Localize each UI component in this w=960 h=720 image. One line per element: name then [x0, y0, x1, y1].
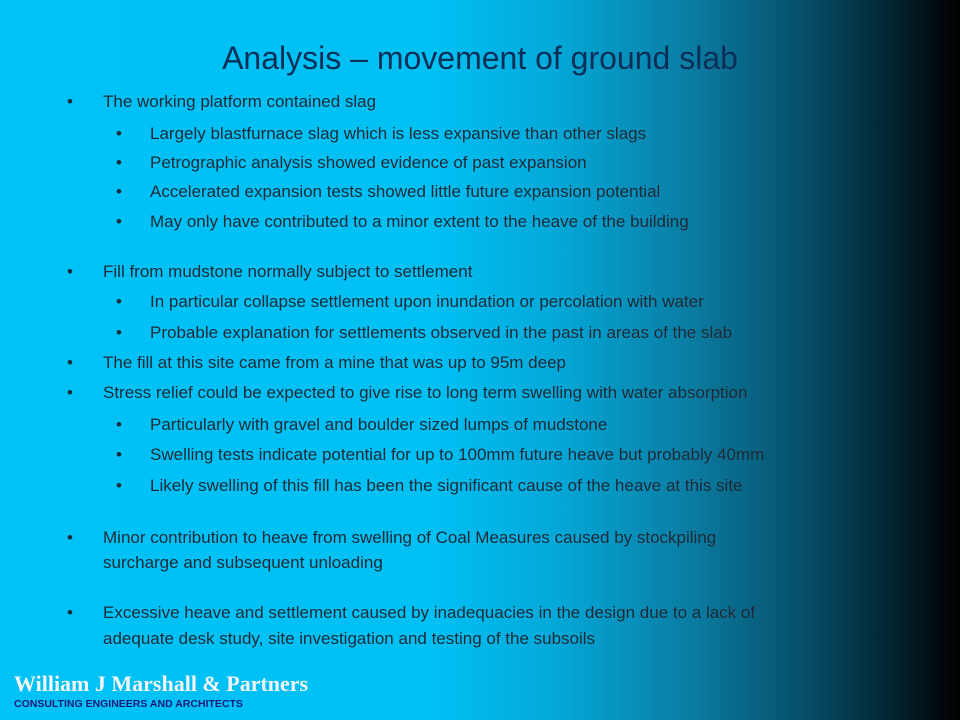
bullet-text: Petrographic analysis showed evidence of past expansion: [150, 153, 587, 172]
bullet-dot-icon: •: [116, 182, 122, 201]
bullet-text: Accelerated expansion tests showed little future expansion potential: [150, 182, 661, 201]
company-name: William J Marshall & Partners: [14, 671, 309, 696]
bullet-text: Swelling tests indicate potential for up to 100mm future heave but probably 40mm: [150, 445, 765, 464]
bullet-text: Fill from mudstone normally subject to settlement: [103, 262, 473, 281]
bullet-dot-icon: •: [67, 603, 73, 622]
bullet-dot-icon: •: [116, 292, 122, 311]
company-tagline: CONSULTING ENGINEERS AND ARCHITECTS: [14, 698, 243, 710]
bullet-text: Probable explanation for settlements observed in the past in areas of the slab: [150, 323, 733, 342]
bullet-dot-icon: •: [116, 153, 122, 172]
bullet-dot-icon: •: [67, 262, 73, 281]
bullet-text: May only have contributed to a minor extent to the heave of the building: [150, 212, 689, 231]
bullet-dot-icon: •: [116, 445, 122, 464]
bullet-dot-icon: •: [116, 124, 122, 143]
bullet-dot-icon: •: [116, 415, 122, 434]
bullet-text: adequate desk study, site investigation and testing of the subsoils: [103, 629, 596, 648]
bullet-dot-icon: •: [67, 383, 73, 402]
bullet-text: Excessive heave and settlement caused by inadequacies in the design due to a lack of: [103, 603, 756, 622]
bullet-text: The working platform contained slag: [103, 92, 377, 111]
bullet-dot-icon: •: [67, 528, 73, 547]
bullet-text: Particularly with gravel and boulder sized lumps of mudstone: [150, 415, 608, 434]
bullet-text: surcharge and subsequent unloading: [103, 553, 383, 572]
bullet-text: Stress relief could be expected to give rise to long term swelling with water absorption: [103, 383, 748, 402]
bullet-dot-icon: •: [67, 353, 73, 372]
bullet-text: Largely blastfurnace slag which is less expansive than other slags: [150, 124, 647, 143]
bullet-text: Minor contribution to heave from swelling of Coal Measures caused by stockpiling: [103, 528, 717, 547]
bullet-text: Likely swelling of this fill has been the significant cause of the heave at this site: [150, 476, 743, 495]
slide-title: Analysis – movement of ground slab: [222, 40, 738, 76]
bullet-text: The fill at this site came from a mine that was up to 95m deep: [103, 353, 566, 372]
bullet-dot-icon: •: [116, 476, 122, 495]
bullet-text: In particular collapse settlement upon inundation or percolation with water: [150, 292, 704, 311]
bullet-dot-icon: •: [116, 212, 122, 231]
bullet-dot-icon: •: [67, 92, 73, 111]
bullet-dot-icon: •: [116, 323, 122, 342]
